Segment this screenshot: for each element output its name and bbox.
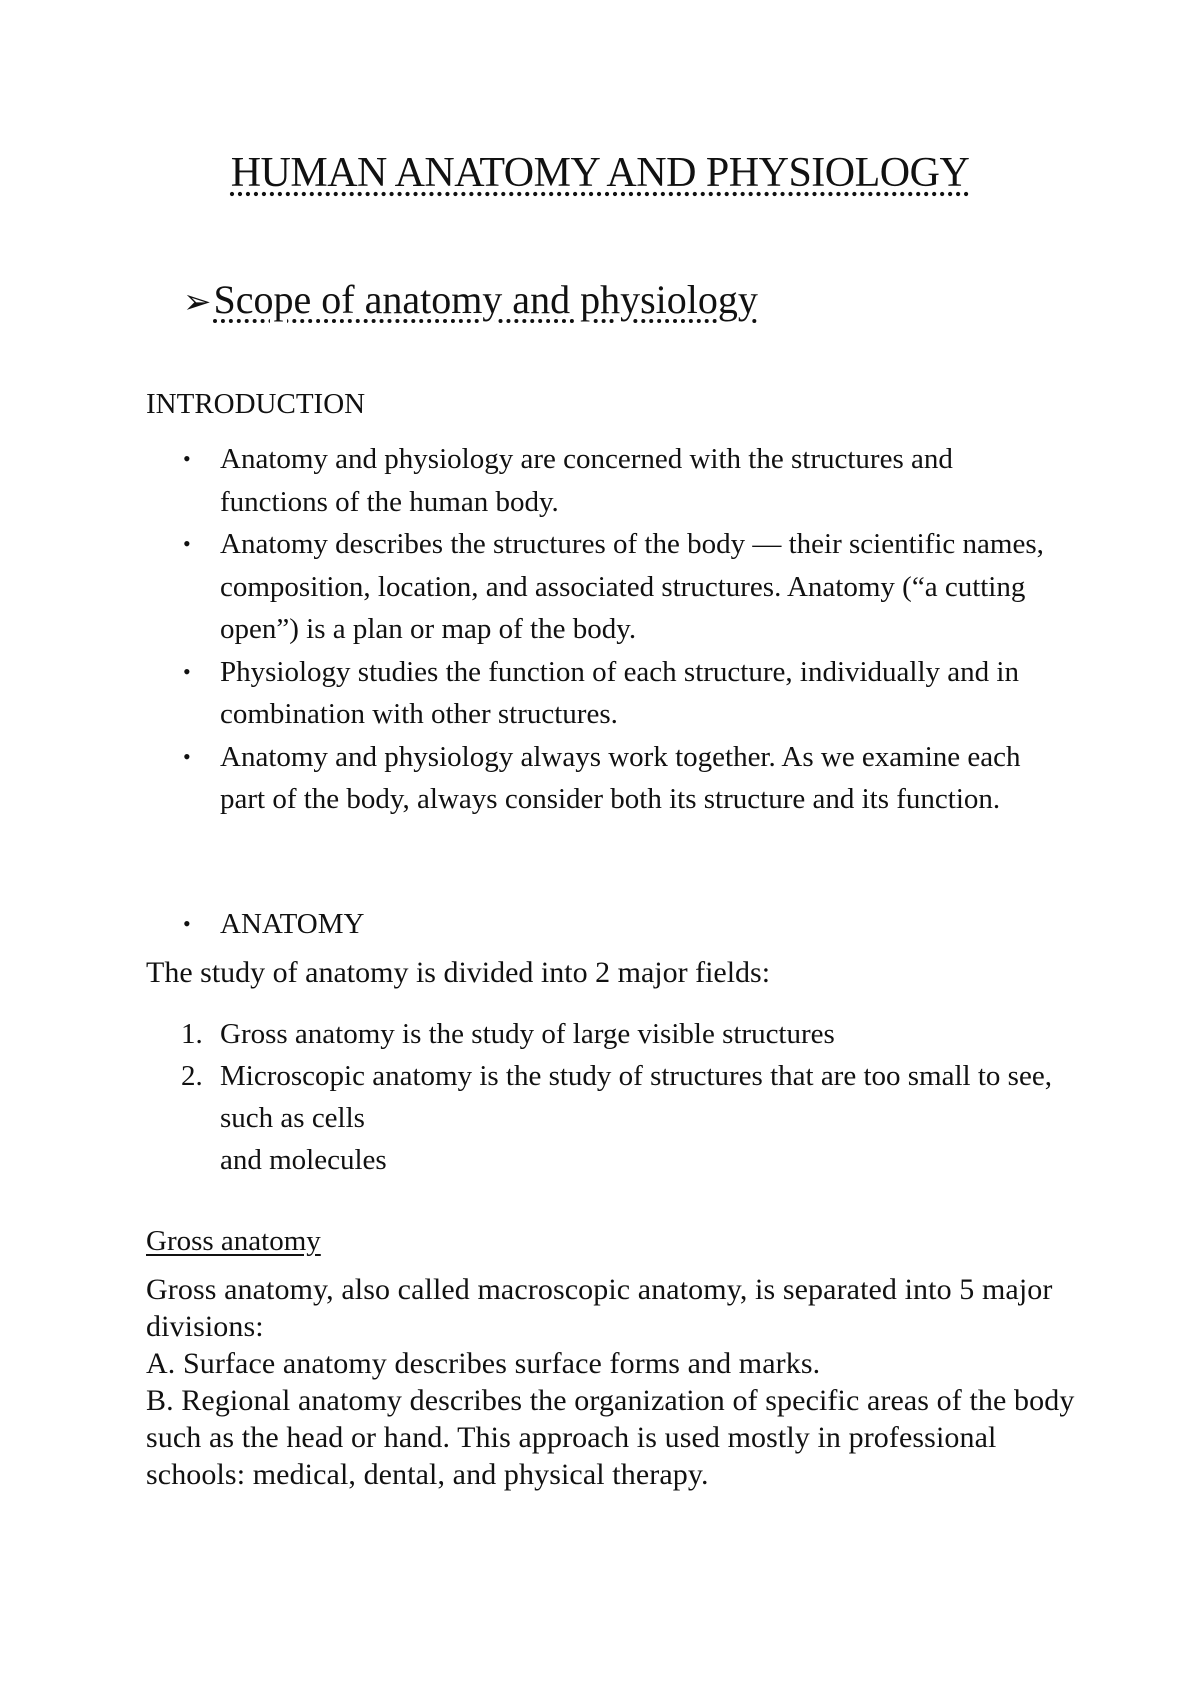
list-item xyxy=(146,1055,1076,1181)
anatomy-bullet xyxy=(146,903,364,945)
list-item xyxy=(146,1013,1076,1055)
bullet-text: Physiology studies the function of each structure, individually and in combination with other structures. xyxy=(220,655,1019,730)
scope-heading xyxy=(183,276,758,327)
bullet-text: Anatomy and physiology are concerned with the structures and functions of the human body. xyxy=(220,443,953,518)
document-title: HUMAN ANATOMY AND PHYSIOLOGY xyxy=(230,150,970,196)
gross-anatomy-division: B. Regional anatomy describes the organization of specific areas of the body such as the head or hand. This approach is used mostly in professional schools: medical, dental, and physical therapy. xyxy=(146,1384,1075,1491)
arrow-bullet-icon: ➢ xyxy=(183,284,212,321)
scope-heading-text: Scope of anatomy and physiology xyxy=(213,277,758,322)
bullet-icon: • xyxy=(183,446,191,471)
bullet-text: Anatomy describes the structures of the body — their scientific names, composition, location, and associated structures. Anatomy (“a cutting open”) is a plan or map of the body. xyxy=(220,528,1044,645)
list-number: 1. xyxy=(181,1018,203,1050)
list-item xyxy=(146,523,1066,651)
anatomy-intro-text: The study of anatomy is divided into 2 major fields: xyxy=(146,956,771,989)
list-item xyxy=(146,651,1066,736)
introduction-bullet-list xyxy=(146,438,1066,821)
field-text: Microscopic anatomy is the study of structures that are too small to see, such as cells xyxy=(220,1060,1052,1134)
list-number: 2. xyxy=(181,1060,203,1092)
gross-anatomy-body xyxy=(146,1271,1086,1493)
bullet-icon: • xyxy=(183,911,191,936)
gross-anatomy-heading: Gross anatomy xyxy=(146,1225,321,1257)
bullet-icon: • xyxy=(183,531,191,556)
field-text: Gross anatomy is the study of large visible structures xyxy=(220,1018,835,1050)
list-item xyxy=(146,438,1066,523)
field-continuation-text: and molecules xyxy=(220,1144,387,1176)
introduction-label: INTRODUCTION xyxy=(146,388,366,420)
list-item xyxy=(146,736,1066,821)
bullet-icon: • xyxy=(183,743,191,769)
bullet-text: Anatomy and physiology always work together. As we examine each part of the body, always consider both its structure and its function. xyxy=(220,740,1021,815)
gross-anatomy-intro: Gross anatomy, also called macroscopic anatomy, is separated into 5 major divisions: xyxy=(146,1273,1053,1343)
bullet-icon: • xyxy=(183,658,191,684)
anatomy-fields-list xyxy=(146,1013,1076,1181)
anatomy-bullet-label: ANATOMY xyxy=(220,908,365,940)
gross-anatomy-division: A. Surface anatomy describes surface forms and marks. xyxy=(146,1347,821,1380)
